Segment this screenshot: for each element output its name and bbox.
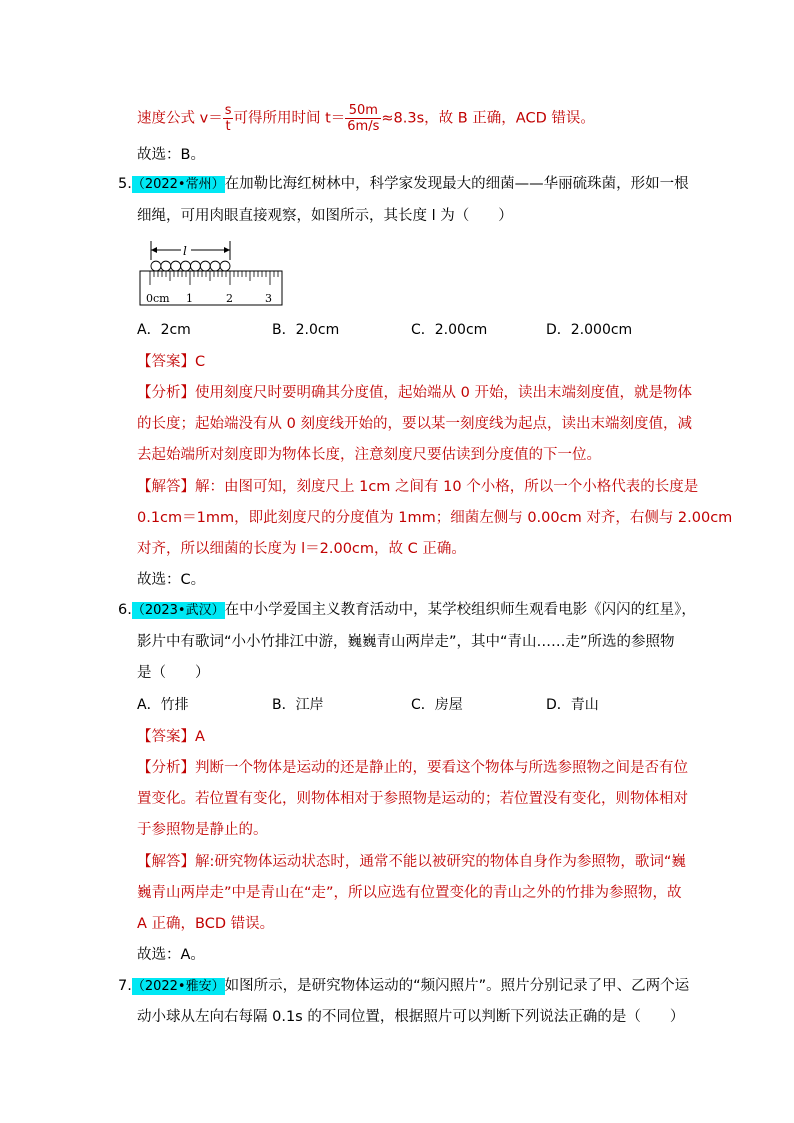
q7-stem-text1: 如图所示，是研究物体运动的“频闪照片”。照片分别记录了甲、乙两个运 — [224, 978, 690, 994]
q6-option-b: B．江岸 — [272, 697, 324, 713]
q5-answer-label: 【答案】 — [137, 354, 195, 370]
q6-analysis-line2: 置变化。若位置有变化，则物体相对于参照物是运动的；若位置没有变化，则物体相对 — [137, 791, 688, 807]
q5-solution-line3: 对齐，所以细菌的长度为 l＝2.00cm，故 C 正确。 — [137, 541, 466, 557]
arrow-head-left — [151, 247, 157, 253]
formula-line — [137, 103, 595, 134]
ruler-figure — [137, 238, 287, 308]
length-label: l — [183, 244, 187, 258]
q5-stem-text1: 在加勒比海红树林中，科学家发现最大的细菌——华丽硫珠菌，形如一根 — [224, 176, 689, 192]
tick-label-0: 0cm — [146, 292, 170, 305]
q6-stem-text1: 在中小学爱国主义教育活动中，某学校组织师生观看电影《闪闪的红星》， — [224, 602, 696, 618]
q7-stem-line2: 动小球从左向右每隔 0.1s 的不同位置，根据照片可以判断下列说法正确的是（ ） — [137, 1009, 685, 1025]
formula-text-3: ≈8.3s，故 B 正确，ACD 错误。 — [381, 110, 595, 127]
tick-label-3: 3 — [265, 292, 272, 305]
q6-solution-line1: 【解答】解:研究物体运动状态时，通常不能以被研究的物体自身作为参照物，歌词“巍 — [137, 854, 686, 870]
q5-option-d: D．2.000cm — [546, 322, 633, 338]
q6-solution-label: 【解答】 — [137, 854, 195, 870]
formula-text-1: 速度公式 v＝ — [137, 110, 223, 127]
q5-stem-line1 — [118, 174, 689, 195]
bacterium-bead — [220, 261, 230, 271]
q6-answer — [137, 727, 205, 747]
q5-solution-line2: 0.1cm＝1mm，即此刻度尺的分度值为 1mm；细菌左侧与 0.00cm 对齐，右侧与 2.00cm — [137, 510, 733, 526]
bacterium-bead — [161, 261, 171, 271]
q5-analysis-line3: 去起始端所对刻度即为物体长度，注意刻度尺要估读到分度值的下一位。 — [137, 447, 601, 463]
ruler-ticks — [150, 271, 278, 285]
q6-answer-value: A — [195, 729, 205, 745]
q6-source-tag: （2023•武汉） — [131, 603, 225, 618]
q5-analysis-label: 【分析】 — [137, 385, 195, 401]
q5-option-b: B．2.0cm — [272, 322, 340, 338]
bacterium-bead — [171, 261, 181, 271]
q6-analysis-line1: 【分析】判断一个物体是运动的还是静止的，要看这个物体与所选参照物之间是否有位 — [137, 760, 688, 776]
bacterium-bead — [151, 261, 161, 271]
bacterium-bead — [181, 261, 191, 271]
bacterium-bead — [210, 261, 220, 271]
q6-analysis-line3: 于参照物是静止的。 — [137, 822, 268, 838]
q5-solution-label: 【解答】 — [137, 479, 195, 495]
choice-b: 故选：B。 — [137, 147, 205, 163]
q6-stem-line3: 是（ ） — [137, 665, 210, 681]
q6-option-c: C．房屋 — [411, 697, 463, 713]
q6-solution-line2: 巍青山两岸走”中是青山在“走”，所以应选有位置变化的青山之外的竹排为参照物，故 — [137, 885, 682, 901]
fraction-distance-over-speed: $\frac{50m}{6m/s}$ — [347, 103, 380, 134]
q5-choice: 故选：C。 — [137, 572, 206, 588]
arrow-head-right — [224, 247, 230, 253]
fraction-s-over-t: $\frac{s}{t}$ — [224, 103, 232, 134]
tick-label-2: 2 — [226, 292, 233, 305]
tick-label-1: 1 — [186, 292, 193, 305]
q6-stem-line2: 影片中有歌词“小小竹排江中游，巍巍青山两岸走”，其中“青山……走”所选的参照物 — [137, 634, 675, 650]
formula-text-2: 可得所用时间 t＝ — [233, 110, 346, 127]
q6-stem-line1 — [118, 600, 696, 621]
q7-stem-line1 — [118, 976, 689, 997]
q6-option-d: D．青山 — [546, 697, 599, 713]
bacterium-bead — [200, 261, 210, 271]
q6-answer-label: 【答案】 — [137, 729, 195, 745]
q7-source-tag: （2022•雅安） — [131, 979, 225, 994]
q5-stem-line2: 细绳，可用肉眼直接观察，如图所示，其长度 l 为（ ） — [137, 208, 513, 224]
q5-option-c: C．2.00cm — [411, 322, 488, 338]
q5-number: 5. — [118, 176, 132, 192]
q5-source-tag: （2022•常州） — [131, 177, 225, 192]
q6-analysis-label: 【分析】 — [137, 760, 195, 776]
q5-option-a: A．2cm — [137, 322, 191, 338]
bacterium-beads — [151, 261, 230, 271]
q7-number: 7. — [118, 978, 132, 994]
q5-analysis-line2: 的长度；起始端没有从 0 刻度线开始的，要以某一刻度线为起点，读出末端刻度值，减 — [137, 416, 692, 432]
q5-answer-value: C — [195, 354, 206, 370]
q5-analysis-line1: 【分析】使用刻度尺时要明确其分度值，起始端从 0 开始，读出末端刻度值，就是物体 — [137, 385, 692, 401]
q6-solution-line3: A 正确，BCD 错误。 — [137, 916, 275, 932]
q6-choice: 故选：A。 — [137, 947, 205, 963]
bacterium-bead — [191, 261, 201, 271]
q5-solution-line1: 【解答】解：由图可知，刻度尺上 1cm 之间有 10 个小格，所以一个小格代表的长度是 — [137, 479, 699, 495]
q6-number: 6. — [118, 602, 132, 618]
q5-answer — [137, 352, 205, 372]
q6-option-a: A．竹排 — [137, 697, 189, 713]
